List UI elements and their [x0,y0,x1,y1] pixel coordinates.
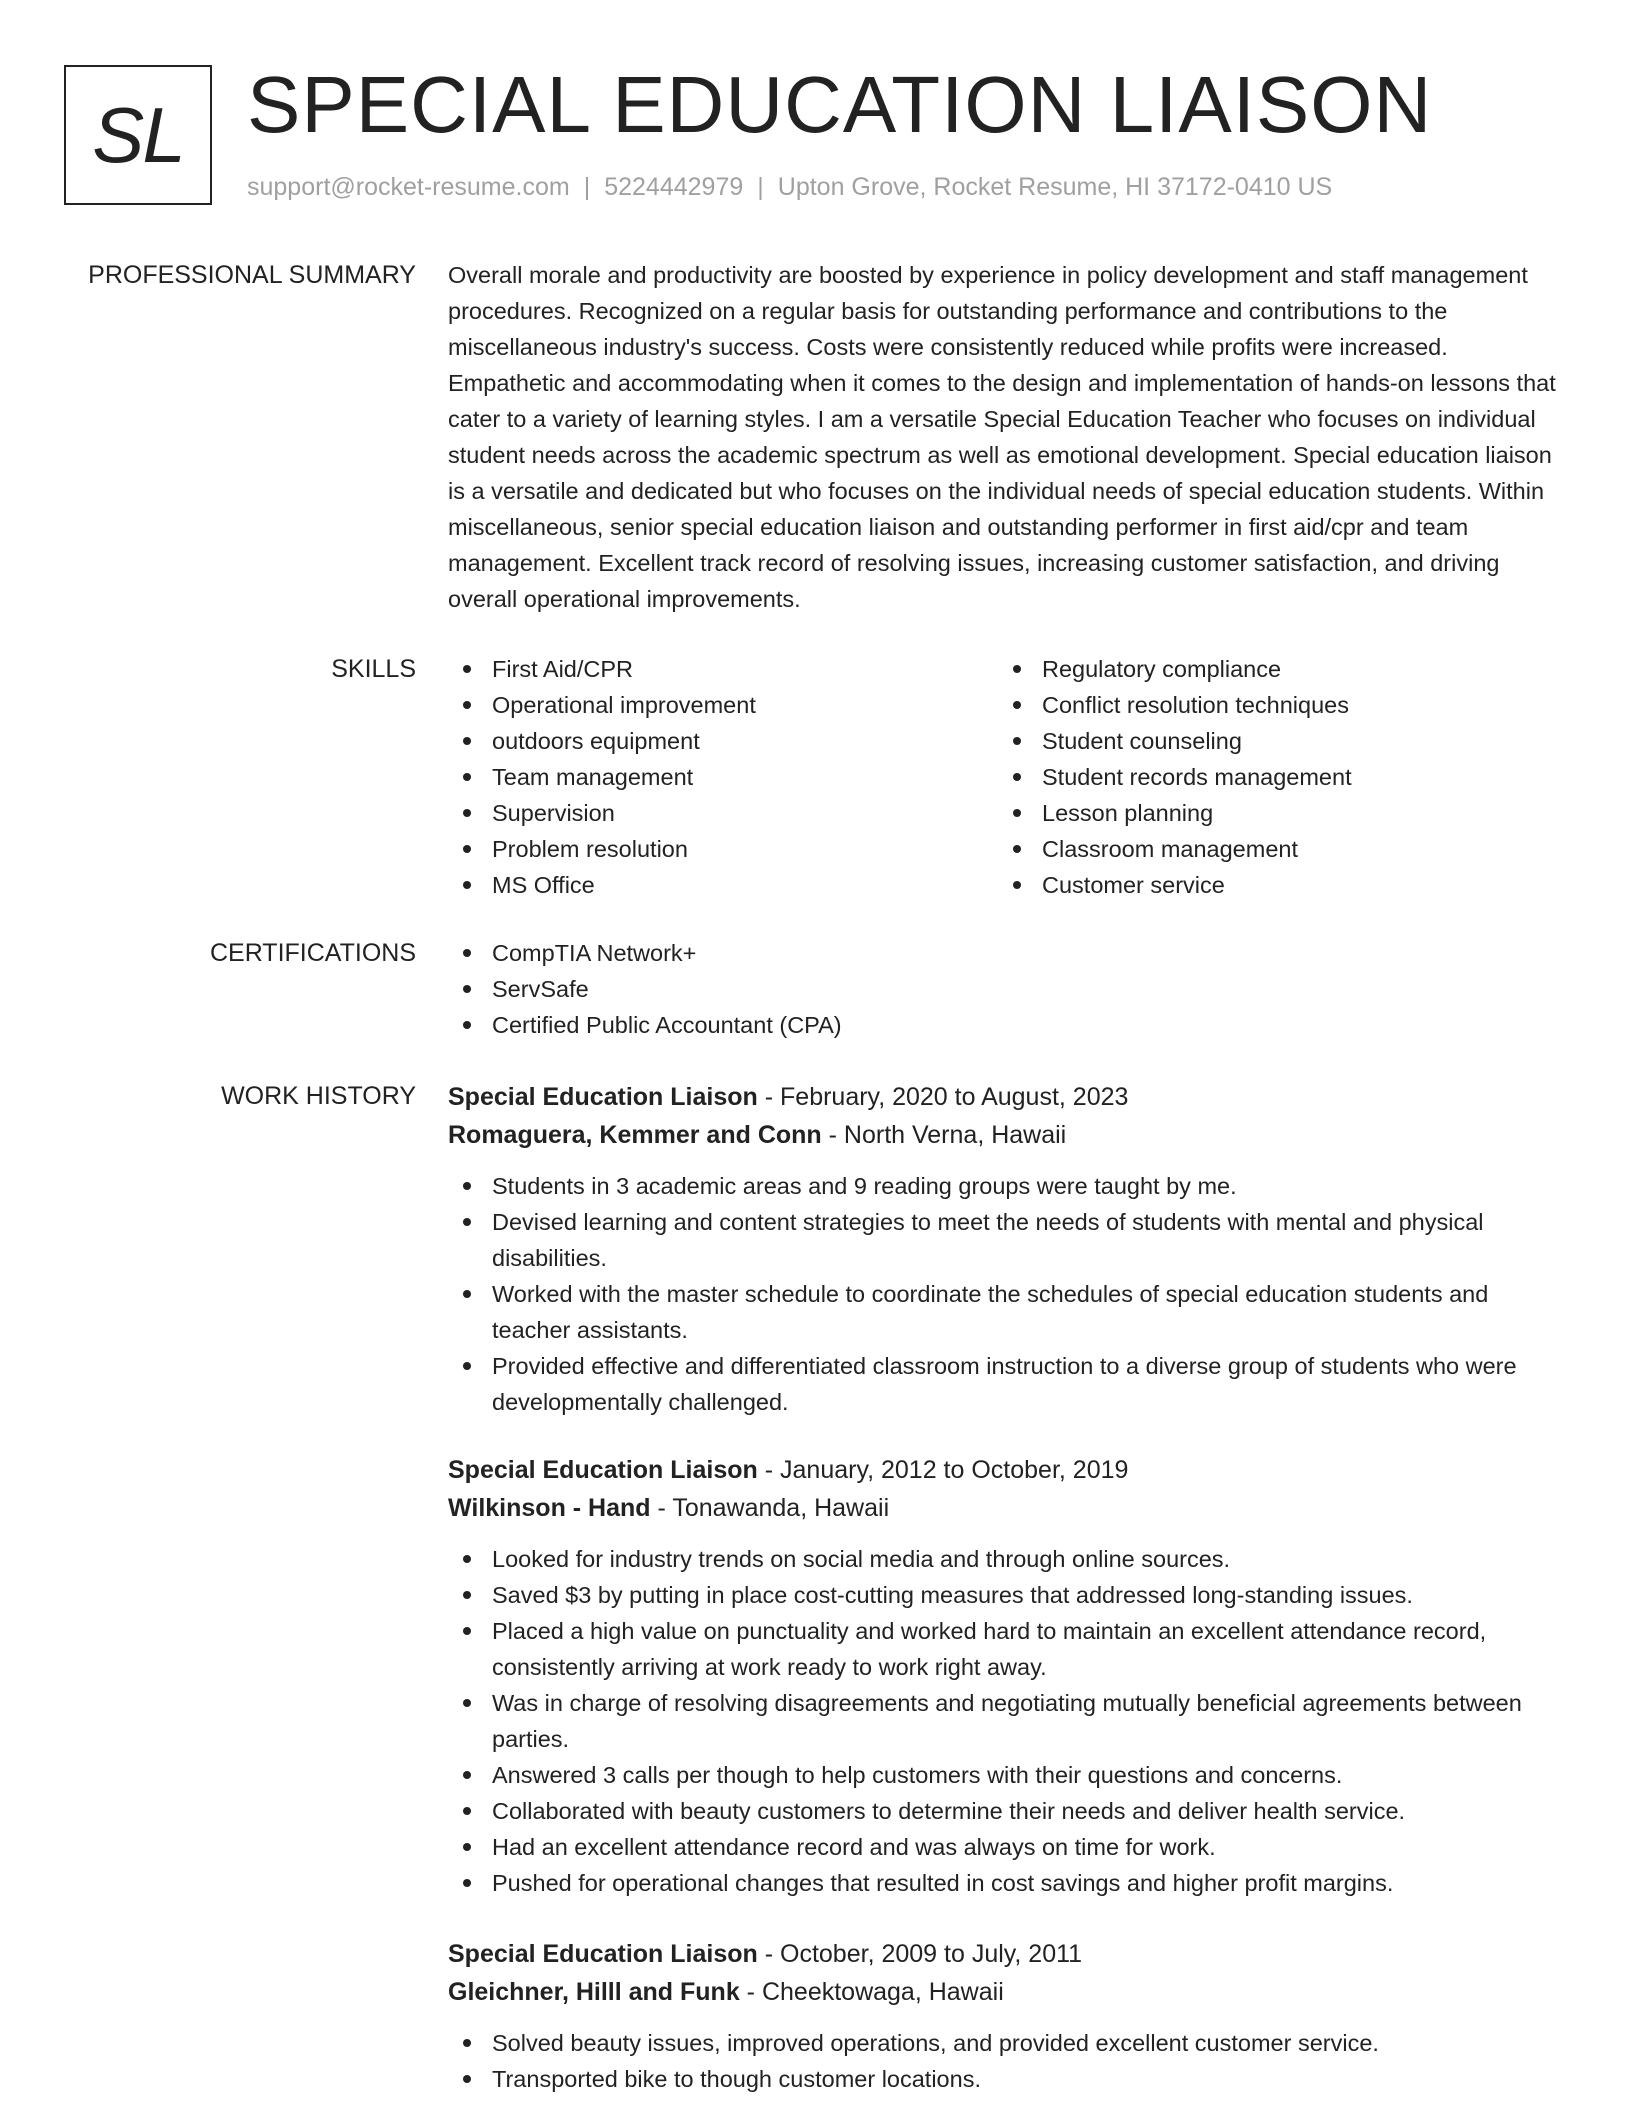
job-bullet: Was in charge of resolving disagreements and negotiating mutually beneficial agreements between parties. [448,1685,1566,1757]
certification-item: ServSafe [448,971,1566,1007]
job-entry [448,1078,1566,1420]
job-dash: - [757,1083,781,1111]
job-bullet: Collaborated with beauty customers to determine their needs and deliver health service. [448,1793,1566,1829]
job-bullet: Pushed for operational changes that resulted in cost savings and higher profit margins. [448,1865,1566,1901]
skill-item: Regulatory compliance [998,651,1548,687]
summary-text: Overall morale and productivity are boosted by experience in policy development and staff management procedures. Recognized on a regular basis for outstanding performance and contributions to the miscellaneous industry's success. Costs were consistently reduced while profits were increased. Empathetic and accommodating when it comes to the design and implementation of hands-on lessons that cater to a variety of learning styles. I am a versatile Special Education Teacher who focuses on individual student needs across the academic spectrum as well as emotional development. Special education liaison is a versatile and dedicated but who focuses on the individual needs of special education students. Within miscellaneous, senior special education liaison and outstanding performer in first aid/cpr and team management. Excellent track record of resolving issues, increasing customer satisfaction, and driving overall operational improvements. [448,262,1556,612]
skills-list-right [998,651,1548,903]
skill-item: Lesson planning [998,795,1548,831]
job-dash: - [821,1121,844,1149]
skill-item: outdoors equipment [448,723,998,759]
work-history-heading: WORK HISTORY [221,1082,416,1110]
contact-phone: 5224442979 [604,173,744,201]
summary-body [448,257,1566,617]
skill-item: Classroom management [998,831,1548,867]
job-bullet: Transported bike to though customer locations. [448,2061,1566,2097]
job-company: Wilkinson - Hand [448,1494,651,1522]
certification-item: Certified Public Accountant (CPA) [448,1007,1566,1043]
job-dash: - [757,1940,781,1968]
job-role-line [448,1078,1566,1116]
job-bullet: Devised learning and content strategies to meet the needs of students with mental and physical disabilities. [448,1204,1566,1276]
skill-item: Supervision [448,795,998,831]
candidate-title: SPECIAL EDUCATION LIAISON [247,60,1433,149]
certifications-body [448,935,1566,1043]
job-dash: - [757,1456,781,1484]
job-company-line [448,1973,1566,2011]
job-entry [448,1935,1566,2097]
job-bullet: Students in 3 academic areas and 9 reading groups were taught by me. [448,1168,1566,1204]
job-role-line [448,1935,1566,1973]
skill-item: Operational improvement [448,687,998,723]
job-bullet: Saved $3 by putting in place cost-cutting measures that addressed long-standing issues. [448,1577,1566,1613]
job-location: Tonawanda, Hawaii [672,1494,890,1522]
skill-item: Student counseling [998,723,1548,759]
job-bullets [448,2025,1566,2097]
skills-list-left [448,651,998,903]
skill-item: First Aid/CPR [448,651,998,687]
skill-item: Conflict resolution techniques [998,687,1548,723]
skill-item: Problem resolution [448,831,998,867]
skill-item: Team management [448,759,998,795]
contact-email: support@rocket-resume.com [247,173,570,201]
certification-item: CompTIA Network+ [448,935,1566,971]
job-company-line [448,1489,1566,1527]
job-bullet: Placed a high value on punctuality and worked hard to maintain an excellent attendance record, consistently arriving at work ready to work right away. [448,1613,1566,1685]
job-bullet: Solved beauty issues, improved operations, and provided excellent customer service. [448,2025,1566,2061]
job-location: Cheektowaga, Hawaii [761,1978,1004,2006]
skill-item: Student records management [998,759,1548,795]
summary-heading: PROFESSIONAL SUMMARY [88,261,416,289]
certifications-heading: CERTIFICATIONS [209,939,416,967]
job-entry [448,1451,1566,1901]
job-role-line [448,1451,1566,1489]
job-company-line [448,1116,1566,1154]
monogram-initials: SL [92,90,184,179]
skills-body [448,651,1566,903]
job-dates: January, 2012 to October, 2019 [780,1456,1129,1484]
job-role: Special Education Liaison [448,1456,758,1484]
job-bullet: Had an excellent attendance record and was always on time for work. [448,1829,1566,1865]
job-bullet: Answered 3 calls per though to help customers with their questions and concerns. [448,1757,1566,1793]
contact-separator: | [583,173,591,201]
job-dates: October, 2009 to July, 2011 [780,1940,1083,1968]
contact-separator: | [757,173,764,201]
contact-line [247,173,1332,202]
skill-item: MS Office [448,867,998,903]
skills-heading: SKILLS [331,655,416,683]
job-company: Romaguera, Kemmer and Conn [448,1121,822,1149]
job-company: Gleichner, Hilll and Funk [448,1978,740,2006]
job-role: Special Education Liaison [448,1940,758,1968]
job-bullets [448,1541,1566,1901]
resume-header [64,60,1572,209]
job-bullet: Worked with the master schedule to coordinate the schedules of special education students and teacher assistants. [448,1276,1566,1348]
job-dash: - [739,1978,762,2006]
job-dash: - [650,1494,673,1522]
certifications-list [448,935,1566,1043]
job-bullet: Looked for industry trends on social media and through online sources. [448,1541,1566,1577]
job-bullets [448,1168,1566,1420]
contact-address: Upton Grove, Rocket Resume, HI 37172-0410 US [777,173,1333,201]
job-location: North Verna, Hawaii [843,1121,1067,1149]
job-role: Special Education Liaison [448,1083,758,1111]
job-bullet: Provided effective and differentiated classroom instruction to a diverse group of students who were developmentally challenged. [448,1348,1566,1420]
skill-item: Customer service [998,867,1548,903]
monogram-badge [64,65,212,205]
job-dates: February, 2020 to August, 2023 [780,1083,1129,1111]
